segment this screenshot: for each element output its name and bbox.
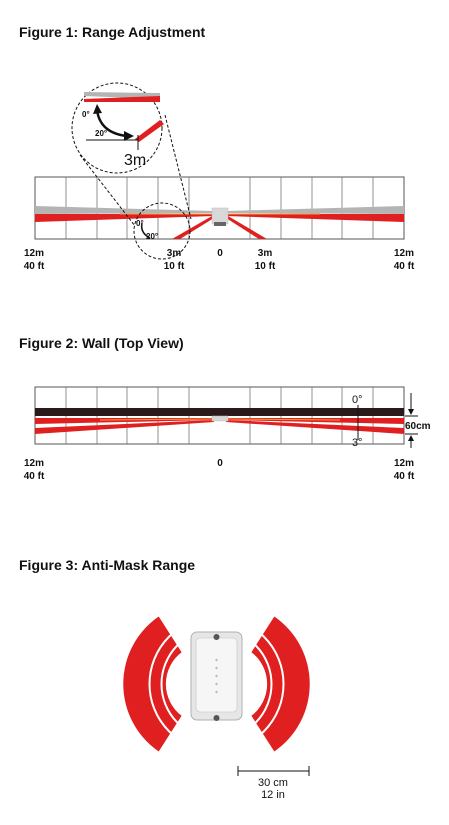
figure-1-title: Figure 1: Range Adjustment <box>19 24 206 40</box>
fig3-sensor-led <box>215 683 217 685</box>
fig3-scale-bar <box>238 766 309 801</box>
fig3-scale-in: 12 in <box>261 789 285 801</box>
figure-3-title: Figure 3: Anti-Mask Range <box>19 557 196 573</box>
fig3-red-arc-right <box>251 617 309 752</box>
fig1-sensor-body <box>212 208 228 224</box>
fig2-angle-bottom: 3° <box>352 437 363 449</box>
fig3-scale-cm: 30 cm <box>258 777 288 789</box>
fig3-sensor-led <box>215 675 217 677</box>
figure-1-diagram <box>0 0 449 300</box>
fig2-wall <box>35 408 404 416</box>
fig1-axis-label: 40 ft <box>393 261 415 272</box>
fig2-axis-label: 12m <box>23 458 45 469</box>
fig2-height-label: 60cm <box>405 421 431 432</box>
fig1-zoom-distance: 3m <box>124 152 147 169</box>
fig1-axis <box>24 248 415 272</box>
fig1-sensor <box>212 208 228 226</box>
fig3-sensor-screw-top <box>214 634 220 640</box>
fig2-axis <box>24 458 415 482</box>
fig2-axis-label: 40 ft <box>23 471 45 482</box>
fig2-axis-label: 40 ft <box>393 471 415 482</box>
fig1-axis-label: 10 ft <box>163 261 185 272</box>
fig1-axis-label: 12m <box>393 248 415 259</box>
fig1-sensor-base <box>214 222 226 226</box>
fig2-sensor <box>212 416 228 421</box>
fig2-height-dimension <box>405 393 431 448</box>
fig1-axis-label: 3m <box>257 248 273 259</box>
fig3-sensor <box>191 632 242 721</box>
figure-2-diagram <box>0 380 449 490</box>
fig2-angle-top: 0° <box>352 394 363 406</box>
fig2-dim-arrow-top <box>408 409 414 415</box>
fig2-axis-label: 12m <box>393 458 415 469</box>
fig3-sensor-led <box>215 659 217 661</box>
fig1-small-angle-bottom: 20° <box>146 232 159 241</box>
fig1-zoom-angle-top: 0° <box>82 110 90 119</box>
fig1-axis-label: 40 ft <box>23 261 45 272</box>
fig1-zoom-circle <box>72 83 164 173</box>
figure-3-diagram <box>0 600 449 800</box>
fig1-zoom-angle-bottom: 20° <box>95 129 108 138</box>
fig3-sensor-led <box>215 691 217 693</box>
fig1-small-angle-top: 0° <box>136 219 144 228</box>
fig2-dim-arrow-bottom <box>408 435 414 441</box>
figure-2-title: Figure 2: Wall (Top View) <box>19 335 184 351</box>
fig2-axis-label: 0 <box>217 458 223 469</box>
fig1-axis-label: 10 ft <box>254 261 276 272</box>
fig3-red-arc-left <box>123 617 181 752</box>
fig1-axis-label: 12m <box>23 248 45 259</box>
fig1-axis-label: 3m <box>166 248 182 259</box>
fig3-sensor-screw-bottom <box>214 715 220 721</box>
fig3-sensor-led <box>215 667 217 669</box>
fig1-axis-label: 0 <box>217 248 223 259</box>
